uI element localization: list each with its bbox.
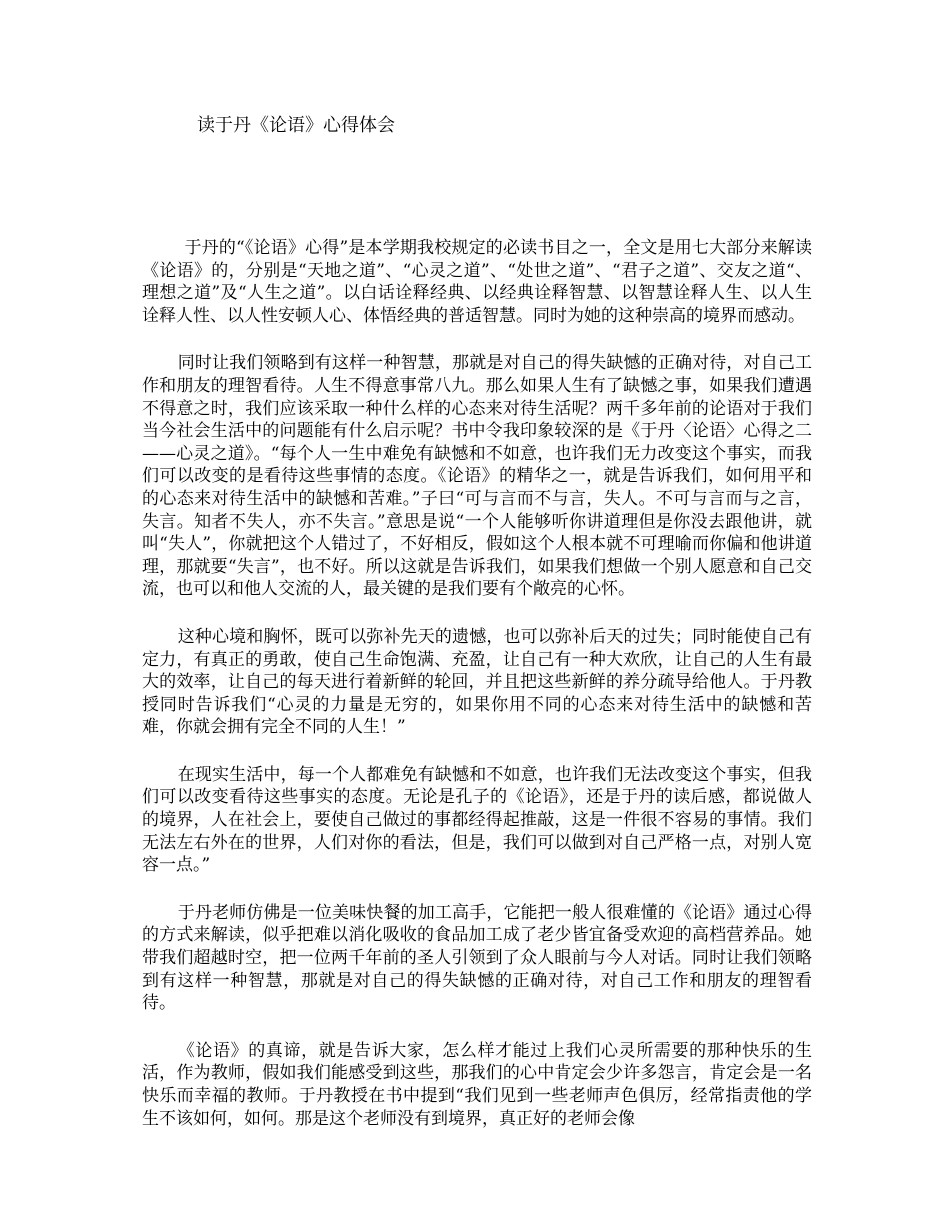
paragraph-intro: 于丹的“《论语》心得”是本学期我校规定的必读书目之一，全文是用七大部分来解读《论语》的，分别是“天地之道”、“心灵之道”、“处世之道”、“君子之道”、交友之道“、理想之道”及“人生之道”。以白话诠释经典、以经典诠释智慧、以智慧诠释人生、以人生诠释人性、以人性安顿人心、体悟经典的普适智慧。同时为她的这种崇高的境界而感动。 bbox=[142, 238, 812, 326]
paragraph-wisdom: 同时让我们领略到有这样一种智慧，那就是对自己的得失缺憾的正确对待，对自己工作和朋友的理智看待。人生不得意事常八九。那么如果人生有了缺憾之事，如果我们遭遇不得意之时，我们应该采取一种什么样的心态来对待生活呢？两千多年前的论语对于我们当今社会生活中的问题能有什么启示呢？书中令我印象较深的是《于丹〈论语〉心得之二——心灵之道》。“每个人一生中难免有缺憾和不如意，也许我们无力改变这个事实，而我们可以改变的是看待这些事情的态度。《论语》的精华之一，就是告诉我们，如何用平和的心态来对待生活中的缺憾和苦难。”子曰“可与言而不与言，失人。不可与言而与之言，失言。知者不失人，亦不失言。”意思是说“一个人能够听你讲道理但是你没去跟他讲，就叫“失人”，你就把这个人错过了，不好相反，假如这个人根本就不可理喻而你偏和他讲道理，那就要“失言”，也不好。所以这就是告诉我们，如果我们想做一个别人愿意和自己交流，也可以和他人交流的人，最关键的是我们要有个敞亮的心怀。 bbox=[142, 353, 812, 600]
paragraph-essence: 《论语》的真谛，就是告诉大家，怎么样才能过上我们心灵所需要的那种快乐的生活，作为教师，假如我们能感受到这些，那我们的心中肯定会少许多怨言，肯定会是一名快乐而幸福的教师。于丹教授在书中提到“我们见到一些老师声色俱厉，经常指责他的学生不该如何，如何。那是这个老师没有到境界，真正好的老师会像 bbox=[142, 1040, 812, 1129]
document-body bbox=[142, 237, 812, 1130]
paragraph-mindset: 这种心境和胸怀，既可以弥补先天的遗憾，也可以弥补后天的过失；同时能使自己有定力，有真正的勇敢，使自己生命饱满、充盈，让自己有一种大欢欣，让自己的人生有最大的效率，让自己的每天进行着新鲜的轮回，并且把这些新鲜的养分疏导给他人。于丹教授同时告诉我们“心灵的力量是无穷的，如果你用不同的心态来对待生活中的缺憾和苦难，你就会拥有完全不同的人生！” bbox=[142, 626, 812, 738]
paragraph-reality: 在现实生活中，每一个人都难免有缺憾和不如意，也许我们无法改变这个事实，但我们可以改变看待这些事实的态度。无论是孔子的《论语》，还是于丹的读后感，都说做人的境界，人在社会上，要使自己做过的事都经得起推敲，这是一件很不容易的事情。我们无法左右外在的世界，人们对你的看法，但是，我们可以做到对自己严格一点，对别人宽容一点。” bbox=[142, 764, 812, 876]
paragraph-yudan-teacher: 于丹老师仿佛是一位美味快餐的加工高手，它能把一般人很难懂的《论语》通过心得的方式来解读，似乎把难以消化吸收的食品加工成了老少皆宜备受欢迎的高档营养品。她带我们超越时空，把一位两千年前的圣人引领到了众人眼前与今人对话。同时让我们领略到有这样一种智慧，那就是对自己的得失缺憾的正确对待，对自己工作和朋友的理智看待。 bbox=[142, 902, 812, 1014]
document-title: 读于丹《论语》心得体会 bbox=[197, 115, 395, 136]
